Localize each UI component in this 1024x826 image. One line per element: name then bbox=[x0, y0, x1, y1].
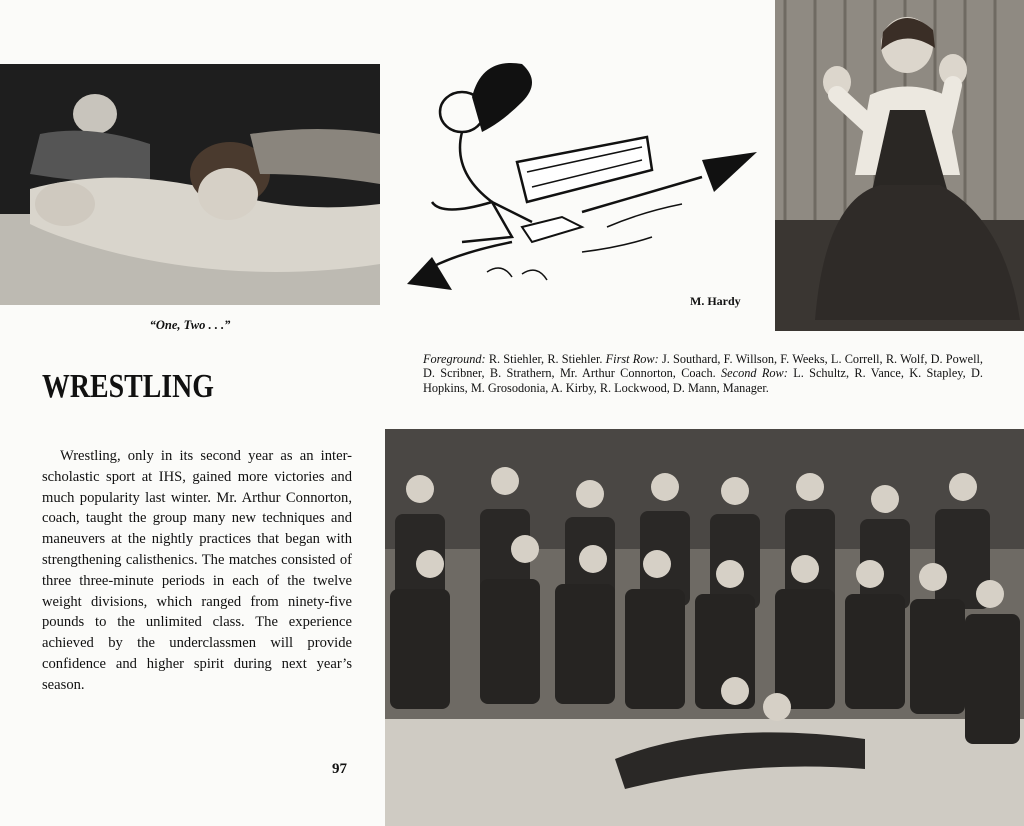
cartoon-artist-credit: M. Hardy bbox=[690, 294, 741, 308]
foreground-names: R. Stiehler, R. Stiehler. bbox=[488, 352, 603, 366]
team-photo-caption bbox=[423, 352, 983, 395]
wrestling-cartoon-drawing bbox=[402, 52, 764, 304]
second-row-label: Second Row: bbox=[721, 366, 788, 381]
wrestling-action-photo bbox=[0, 64, 380, 305]
first-row-names: J. Southard, F. Willson, F. Weeks, L. Correll, R. Wolf, D. Powell, D. Scribner, B. Strathern, Mr. Arthur Connorton, Coach. bbox=[423, 352, 984, 381]
article-body-text: Wrestling, only in its second year as an inter-scholastic sport at IHS, gained more victories and much popularity last winter. Mr. Arthur Connorton, coach, taught the group many new techniques and maneuvers at the nightly practices that began with strengthening calisthenics. The matches consisted of three three-minute periods in each of the twelve weight divisions, which ranged from ninety-five pounds to the unlimited class. The experience achieved by the underclassmen will provide confidence and higher spirit during next year’s season. bbox=[42, 448, 352, 693]
wrestling-team-photo bbox=[385, 429, 1024, 826]
cheerleader-photo bbox=[775, 0, 1024, 331]
wrestling-photo-caption: “One, Two . . .” bbox=[149, 318, 231, 332]
second-row-names: L. Schultz, R. Vance, K. Stapley, D. Hopkins, M. Grosodonia, A. Kirby, R. Lockwood, D. Mann, Manager. bbox=[423, 366, 983, 395]
section-title: WRESTLING bbox=[42, 368, 214, 405]
page-number: 97 bbox=[332, 761, 347, 777]
foreground-label: Foreground: bbox=[423, 352, 486, 366]
first-row-label: First Row: bbox=[605, 352, 659, 366]
